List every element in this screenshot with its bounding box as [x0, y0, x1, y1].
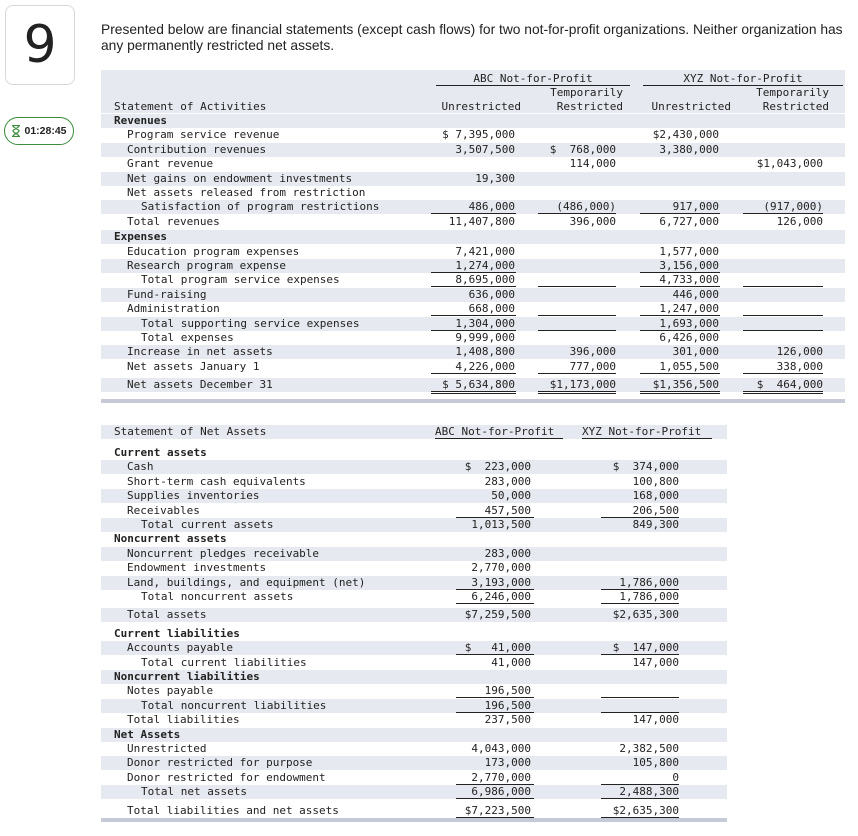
activity-value — [516, 172, 616, 186]
activity-value: $ 7,395,000 — [442, 128, 515, 142]
net-assets-value: $ 223,000 — [464, 460, 531, 474]
net-assets-row — [101, 627, 727, 641]
net-assets-value: $7,223,500 — [464, 803, 531, 817]
net-assets-label: Total noncurrent assets — [141, 590, 294, 603]
net-assets-row — [101, 576, 727, 590]
org1-header: ABC Not-for-Profit — [473, 72, 593, 85]
activity-label: Increase in net assets — [127, 345, 273, 359]
net-assets-value: 50,000 — [491, 489, 531, 503]
net-assets-value: 147,000 — [632, 713, 679, 727]
activity-value: 4,226,000 — [455, 359, 515, 373]
activity-value: $1,356,500 — [652, 378, 719, 392]
net-assets-label: Noncurrent pledges receivable — [127, 546, 320, 560]
activity-value — [723, 317, 823, 331]
net-assets-label: Land, buildings, and equipment (net) — [127, 575, 366, 589]
activity-row — [101, 331, 845, 345]
activity-value: 126,000 — [776, 345, 823, 359]
question-number: 9 — [5, 5, 75, 85]
net-assets-row — [101, 684, 727, 698]
activity-value: 301,000 — [672, 345, 719, 359]
activity-row — [101, 128, 845, 142]
activity-value — [415, 157, 515, 171]
net-assets-label: Total current assets — [141, 518, 274, 531]
activity-value: $ 768,000 — [549, 142, 616, 156]
activity-value: 1,577,000 — [659, 244, 719, 258]
activity-value: 396,000 — [569, 214, 616, 228]
net-assets-label: Endowment investments — [127, 561, 267, 575]
net-assets-row — [101, 446, 727, 460]
activity-label: Total supporting service expenses — [141, 316, 360, 330]
activity-value: 486,000 — [468, 200, 515, 214]
activity-label: Net assets December 31 — [127, 378, 273, 392]
activity-value — [723, 273, 823, 287]
activity-value: 11,407,800 — [448, 214, 515, 228]
net-assets-row — [101, 489, 727, 503]
activity-value: 446,000 — [672, 287, 719, 301]
activity-value: 1,247,000 — [659, 302, 719, 316]
net-assets-value: 6,246,000 — [471, 590, 531, 603]
activity-value: 7,421,000 — [455, 244, 515, 258]
net-assets-row — [101, 460, 727, 474]
activity-value — [516, 245, 616, 259]
net-assets-value: $ 147,000 — [612, 641, 679, 655]
activity-row — [101, 360, 845, 374]
activity-label: Program service revenue — [127, 128, 280, 142]
activity-value: 9,999,000 — [455, 331, 515, 344]
activity-row — [101, 345, 845, 359]
net-assets-label: Receivables — [127, 503, 200, 517]
net-assets-value: $2,635,300 — [612, 803, 679, 817]
activity-value — [723, 143, 823, 157]
temp-label-2b: Restricted — [762, 100, 829, 113]
net-assets-label: Unrestricted — [127, 742, 207, 755]
net-assets-row — [101, 771, 727, 785]
activity-value: 8,695,000 — [455, 273, 515, 287]
net-assets-row — [101, 641, 727, 655]
net-assets-row — [101, 728, 727, 742]
activity-value — [619, 186, 719, 200]
activity-row — [101, 245, 845, 259]
activity-row — [101, 230, 845, 244]
activity-value: 917,000 — [672, 200, 719, 214]
activity-value: 1,274,000 — [455, 259, 515, 272]
net-assets-label: Donor restricted for endowment — [127, 770, 326, 784]
activity-row — [101, 186, 845, 200]
activity-value: 3,507,500 — [455, 142, 515, 156]
net-assets-value — [579, 684, 679, 698]
activity-label: Expenses — [114, 230, 167, 244]
activity-row — [101, 259, 845, 273]
net-assets-label: Total liabilities — [127, 713, 240, 727]
net-assets-value: 849,300 — [632, 518, 679, 531]
net-assets-row — [101, 785, 727, 799]
net-assets-value: 0 — [672, 770, 679, 784]
net-assets-row — [101, 608, 727, 622]
activity-value: $1,173,000 — [549, 378, 616, 392]
net-assets-row — [101, 504, 727, 518]
activity-label: Net assets released from restriction — [127, 186, 366, 199]
activity-row — [101, 288, 845, 302]
activity-row — [101, 302, 845, 316]
activity-row — [101, 172, 845, 186]
activity-row — [101, 215, 845, 229]
activity-label: Fund-raising — [127, 287, 207, 301]
net-assets-value: 147,000 — [632, 655, 679, 669]
activity-label: Net gains on endowment investments — [127, 171, 353, 185]
net-assets-value: 4,043,000 — [471, 742, 531, 755]
activity-row — [101, 317, 845, 331]
net-assets-label: Cash — [127, 460, 154, 474]
activity-value: 1,304,000 — [455, 316, 515, 330]
activity-label: Total expenses — [141, 331, 234, 344]
net-assets-row — [101, 804, 727, 818]
net-assets-label: Total noncurrent liabilities — [141, 698, 327, 712]
activity-value: 1,693,000 — [659, 316, 719, 330]
net-assets-label: Current assets — [114, 446, 207, 459]
net-assets-value: 2,488,300 — [619, 785, 679, 799]
net-assets-value: 457,500 — [484, 503, 531, 517]
net-assets-value: 6,986,000 — [471, 785, 531, 799]
activity-label: Education program expenses — [127, 244, 300, 258]
activity-value: 126,000 — [776, 214, 823, 228]
net-assets-value: $ 374,000 — [612, 460, 679, 474]
activity-row — [101, 114, 845, 128]
net-assets-value — [579, 699, 679, 713]
activity-value — [723, 172, 823, 186]
activity-value: $2,430,000 — [652, 128, 719, 142]
activity-value — [619, 172, 719, 186]
activity-value: 668,000 — [468, 302, 515, 316]
org2-header: XYZ Not-for-Profit — [683, 72, 803, 85]
net-assets-label: Net Assets — [114, 727, 181, 741]
net-assets-row — [101, 699, 727, 713]
net-assets-value — [579, 561, 679, 575]
question-prompt: Presented below are financial statements (except cash flows) for two not-for-profit organizations. Neither organization has any permanently restricted net assets. — [101, 22, 843, 53]
net-assets-value — [579, 547, 679, 561]
activity-value: 4,733,000 — [659, 273, 719, 287]
net-assets-value: 1,786,000 — [619, 575, 679, 589]
activity-value — [415, 186, 515, 200]
net-assets-value: 173,000 — [484, 756, 531, 770]
activity-value — [723, 288, 823, 302]
activity-value — [619, 157, 719, 171]
net-assets-label: Notes payable — [127, 684, 214, 698]
activity-value — [516, 128, 616, 142]
net-assets-row — [101, 670, 727, 684]
temp-label-1b: Restricted — [556, 100, 623, 113]
activity-value: 396,000 — [569, 345, 616, 359]
activity-value: $ 5,634,800 — [442, 378, 515, 392]
activity-value: 6,727,000 — [659, 214, 719, 228]
net-assets-row — [101, 713, 727, 727]
net-assets-value: 237,500 — [484, 713, 531, 727]
unrestricted-label-2: Unrestricted — [651, 100, 731, 113]
activity-label: Total revenues — [127, 214, 220, 228]
net-assets-value: 196,500 — [484, 698, 531, 712]
net-assets-label: Current liabilities — [114, 626, 240, 640]
net-assets-value: 2,382,500 — [619, 742, 679, 755]
net-assets-value: $2,635,300 — [612, 608, 679, 622]
activity-value — [723, 259, 823, 273]
activity-value: $ 464,000 — [756, 378, 823, 392]
net-assets-label: Short-term cash equivalents — [127, 474, 306, 488]
activity-value — [723, 331, 823, 345]
activity-value: $1,043,000 — [756, 157, 823, 171]
activity-value: 777,000 — [569, 359, 616, 373]
net-assets-value: 283,000 — [484, 474, 531, 488]
activity-value: 1,408,800 — [455, 345, 515, 359]
statement-of-net-assets — [101, 425, 727, 820]
net-assets-label: Total current liabilities — [141, 655, 307, 669]
activity-row — [101, 200, 845, 214]
activity-value: (917,000) — [763, 200, 823, 214]
activity-value — [723, 302, 823, 316]
net-assets-row — [101, 518, 727, 532]
net-assets-value: 2,770,000 — [471, 770, 531, 784]
activity-label: Total program service expenses — [141, 273, 340, 287]
activity-value: 3,380,000 — [659, 142, 719, 156]
activities-title: Statement of Activities — [114, 100, 267, 113]
activity-label: Research program expense — [127, 259, 286, 272]
activity-label: Satisfaction of program restrictions — [141, 200, 380, 214]
activity-value — [516, 259, 616, 273]
activity-value: 1,055,500 — [659, 359, 719, 373]
net-assets-value: 1,013,500 — [471, 518, 531, 531]
net-assets-row — [101, 756, 727, 770]
net-assets-value: 41,000 — [491, 655, 531, 669]
activity-row — [101, 143, 845, 157]
net-assets-value: $7,259,500 — [464, 608, 531, 622]
net-assets-label: Total liabilities and net assets — [127, 803, 339, 817]
net-assets-row — [101, 532, 727, 546]
activity-value: 636,000 — [468, 287, 515, 301]
net-assets-row — [101, 475, 727, 489]
net-assets-row — [101, 590, 727, 604]
activity-value — [516, 331, 616, 345]
net-assets-value: 105,800 — [632, 756, 679, 770]
temp-label-1a: Temporarily — [550, 86, 623, 99]
activity-label: Administration — [127, 302, 220, 316]
net-assets-row — [101, 656, 727, 670]
activity-value: 19,300 — [475, 171, 515, 185]
activity-label: Contribution revenues — [127, 142, 267, 156]
activity-value — [516, 317, 616, 331]
activity-value: 6,426,000 — [659, 331, 719, 344]
net-assets-title: Statement of Net Assets — [114, 425, 267, 438]
net-assets-value: 2,770,000 — [471, 561, 531, 575]
net-assets-value: 3,193,000 — [471, 575, 531, 589]
hourglass-icon — [11, 125, 21, 137]
net-assets-row — [101, 547, 727, 561]
timer[interactable] — [4, 117, 74, 145]
net-assets-value: 168,000 — [632, 489, 679, 503]
activity-value: 338,000 — [776, 359, 823, 373]
net-assets-value: 283,000 — [484, 546, 531, 560]
na-org2-header: XYZ Not-for-Profit — [582, 425, 702, 438]
unrestricted-label-1: Unrestricted — [441, 100, 521, 113]
net-assets-label: Accounts payable — [127, 641, 233, 655]
activity-value: (486,000) — [556, 200, 616, 214]
net-assets-value: 196,500 — [484, 684, 531, 698]
activity-value — [516, 288, 616, 302]
temp-label-2a: Temporarily — [756, 86, 829, 99]
net-assets-label: Donor restricted for purpose — [127, 756, 313, 770]
net-assets-row — [101, 561, 727, 575]
net-assets-label: Noncurrent assets — [114, 532, 227, 546]
net-assets-row — [101, 742, 727, 756]
net-assets-value: 206,500 — [632, 503, 679, 517]
activity-label: Net assets January 1 — [127, 359, 260, 373]
activity-row — [101, 378, 845, 392]
activity-value: 3,156,000 — [659, 259, 719, 272]
activity-value — [516, 186, 616, 200]
activity-label: Grant revenue — [127, 157, 214, 171]
na-org1-header: ABC Not-for-Profit — [435, 425, 555, 438]
activity-value — [516, 273, 616, 287]
net-assets-value: $ 41,000 — [464, 641, 531, 655]
net-assets-label: Noncurrent liabilities — [114, 670, 260, 683]
activity-value — [723, 128, 823, 142]
activity-label: Revenues — [114, 114, 167, 127]
net-assets-label: Total assets — [127, 608, 207, 622]
statement-of-activities — [101, 70, 845, 405]
activity-value: 114,000 — [569, 157, 616, 171]
net-assets-value: 1,786,000 — [619, 590, 679, 603]
activity-value — [723, 186, 823, 200]
activity-value — [516, 302, 616, 316]
net-assets-label: Total net assets — [141, 785, 247, 799]
net-assets-value: 100,800 — [632, 474, 679, 488]
activity-value — [723, 245, 823, 259]
activity-row — [101, 273, 845, 287]
timer-text: 01:28:45 — [24, 125, 67, 137]
activity-row — [101, 157, 845, 171]
net-assets-label: Supplies inventories — [127, 489, 260, 503]
